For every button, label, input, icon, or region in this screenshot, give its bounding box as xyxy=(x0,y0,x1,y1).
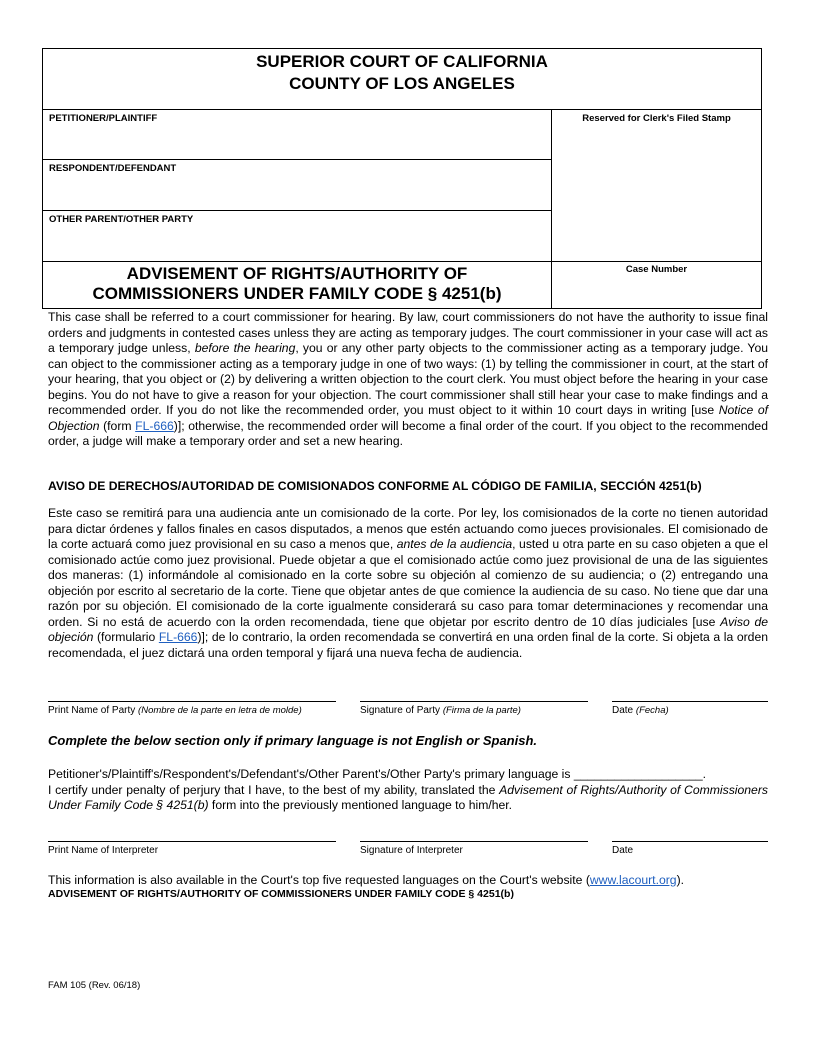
other-party-field[interactable] xyxy=(43,211,552,261)
english-advisement xyxy=(48,310,768,450)
english-text-a: This case shall be referred to a court commissioner for hearing. By law, court commissioners do not have the authority to issue final orders and judgments in contested cases unless they are acting as temporary judges. The court commissioner in your case will act as a temporary judge unless, xyxy=(48,310,768,355)
spanish-heading: AVISO DE DERECHOS/AUTORIDAD DE COMISIONADOS CONFORME AL CÓDIGO DE FAMILIA, SECCIÓN 4251(b) xyxy=(48,479,702,493)
interpreter-date-line[interactable] xyxy=(612,841,768,842)
interpreter-print-name-line[interactable] xyxy=(48,841,336,842)
interpreter-signature-row xyxy=(48,841,768,871)
party-date-line[interactable] xyxy=(612,701,768,702)
certification-text-b: form into the previously mentioned language to him/her. xyxy=(208,798,513,812)
spanish-text-d: Aviso de objeción xyxy=(48,614,769,644)
spanish-text-e: (formulario xyxy=(93,630,159,644)
case-number-field[interactable] xyxy=(552,261,761,308)
certification-line xyxy=(48,783,768,814)
party-signature-label xyxy=(360,705,521,716)
clerk-stamp-area xyxy=(552,110,761,261)
interpreter-date-label: Date xyxy=(612,845,634,856)
interpreter-signature-line[interactable] xyxy=(360,841,588,842)
form-number: FAM 105 (Rev. 06/18) xyxy=(48,980,141,991)
language-note: Complete the below section only if primary language is not English or Spanish. xyxy=(48,733,538,748)
form-title-line1: ADVISEMENT OF RIGHTS/AUTHORITY OF xyxy=(126,264,468,283)
fl-666-link[interactable]: FL-666 xyxy=(135,418,174,433)
website-info-text-b: ). xyxy=(676,873,685,887)
party-fields xyxy=(43,110,552,261)
footer-form-title: ADVISEMENT OF RIGHTS/AUTHORITY OF COMMISSIONERS UNDER FAMILY CODE § 4251(b) xyxy=(48,888,514,900)
respondent-field[interactable] xyxy=(43,160,552,211)
spanish-text-f: )]; de lo contrario, la orden recomendada se convertirá en una orden final de la corte. Si objeta a la orden recomendada, el juez dictará una orden temporal y fijará una nueva fecha de audiencia. xyxy=(48,630,769,660)
other-party-label: OTHER PARENT/OTHER PARTY xyxy=(49,214,194,225)
party-print-name-text: Print Name of Party xyxy=(48,705,136,716)
caption-box xyxy=(42,48,762,309)
website-info xyxy=(48,873,768,888)
spanish-text-a: Este caso se remitirá para una audiencia ante un comisionado de la corte. Por ley, los comisionados de la corte no tienen autoridad para dictar órdenes y fallos finales en casos disputados, a menos que estén actuando como jueces provisionales. El comisionado de la corte actuará como juez provisional en su caso a menos que, xyxy=(48,506,768,551)
english-text-f: )]; otherwise, the recommended order will become a final order of the court. If you object to the recommended order, a judge will make a temporary order and set a new hearing. xyxy=(48,418,768,448)
court-name-line1: SUPERIOR COURT OF CALIFORNIA xyxy=(256,52,548,71)
lacourt-website-link[interactable]: www.lacourt.org xyxy=(589,873,677,887)
party-print-name-line[interactable] xyxy=(48,701,336,702)
party-signature-line[interactable] xyxy=(360,701,588,702)
primary-language-line[interactable]: Petitioner's/Plaintiff's/Respondent's/Defendant's/Other Parent's/Other Party's primary language is ___________________. xyxy=(48,767,707,781)
party-signature-text: Signature of Party xyxy=(360,705,441,716)
clerk-stamp-label: Reserved for Clerk's Filed Stamp xyxy=(582,113,731,124)
website-info-text-a: This information is also available in the Court's top five requested languages on the Court's website ( xyxy=(48,873,590,887)
court-name xyxy=(43,49,761,110)
english-text-e: (form xyxy=(99,418,136,433)
party-print-name-label xyxy=(48,705,302,716)
court-name-line2: COUNTY OF LOS ANGELES xyxy=(289,74,515,93)
fl-666-link-es[interactable]: FL-666 xyxy=(158,630,198,644)
party-date-text: Date xyxy=(612,705,634,716)
spanish-text-c: , usted u otra parte en su caso objeten a que el comisionado actúe como juez provisional. Puede objetar a que el comisionado actúe como juez provisional de una de las siguientes dos maneras: (1) informándole al comisionado en la corte sobre su objeción al comienzo de su audiencia; o (2) entregando una objeción por escrito al secretario de la corte. Tiene que objetar antes de que comience la audiencia de su caso. No tiene que dar una razón por su objeción. El comisionado de la corte igualmente considerará su caso para tomar determinaciones y recomendar una orden. Si no está de acuerdo con la orden recomendada, tiene que objetar por escrito dentro de 10 días judiciales [use xyxy=(48,537,768,629)
party-print-name-es: (Nombre de la parte en letra de molde) xyxy=(138,705,302,716)
english-text-d: Notice of Objection xyxy=(48,403,768,433)
interpreter-print-name-label: Print Name of Interpreter xyxy=(48,845,159,856)
interpreter-certification xyxy=(48,767,768,814)
petitioner-label: PETITIONER/PLAINTIFF xyxy=(49,113,158,124)
spanish-advisement xyxy=(48,506,768,661)
form-title-line2: COMMISSIONERS UNDER FAMILY CODE § 4251(b) xyxy=(92,284,502,303)
party-signature-row xyxy=(48,701,768,731)
english-text-b: before the hearing xyxy=(194,341,296,355)
english-text-c: , you or any other party objects to the commissioner acting as a temporary judge. You can object to the commissioner acting as a temporary judge in one of two ways: (1) by telling the commissioner in court, at the start of your hearing, that you object or (2) by delivering a written objection to the court clerk. You must object before the hearing in your case begins. You do not have to give a reason for your objection. The court commissioner shall still hear your case to make findings and a recommended order. If you do not like the recommended order, you must object to it within 10 court days in writing [use xyxy=(48,341,769,417)
form-title xyxy=(43,261,552,308)
party-signature-es: (Firma de la parte) xyxy=(442,705,521,716)
party-date-es: (Fecha) xyxy=(635,705,669,716)
interpreter-signature-label: Signature of Interpreter xyxy=(360,845,463,856)
petitioner-field[interactable] xyxy=(43,110,552,160)
certification-text-a: I certify under penalty of perjury that I have, to the best of my ability, translated the xyxy=(48,782,500,797)
case-number-label: Case Number xyxy=(625,264,688,275)
party-date-label xyxy=(612,705,669,716)
spanish-text-b: antes de la audiencia xyxy=(396,537,513,551)
respondent-label: RESPONDENT/DEFENDANT xyxy=(49,163,177,174)
certification-text-italic: Advisement of Rights/Authority of Commissioners Under Family Code § 4251(b) xyxy=(48,782,768,812)
